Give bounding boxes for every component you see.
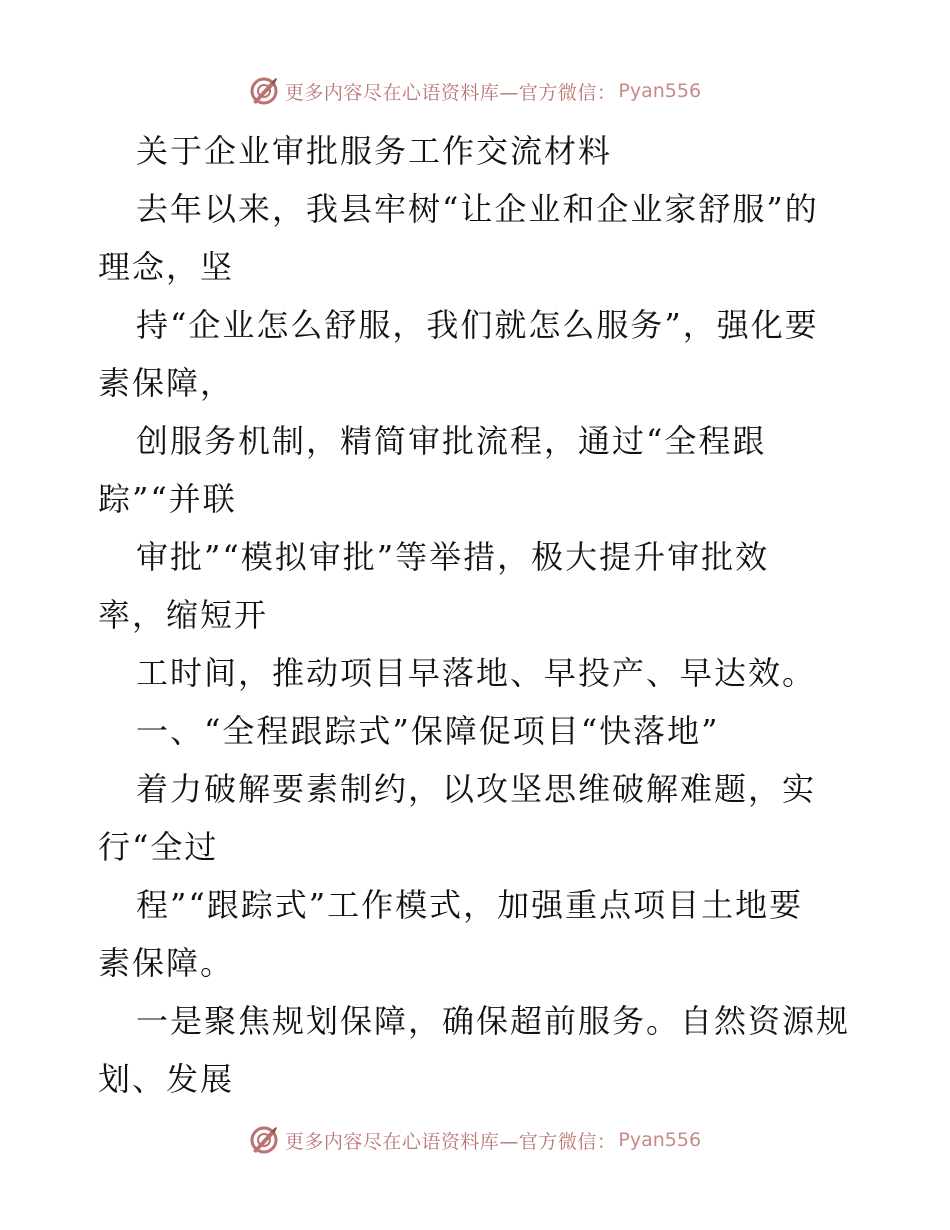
pen-logo-icon: [249, 76, 279, 106]
text-line: 持“企业怎么舒服，我们就怎么服务”，强化要: [136, 306, 819, 344]
text-line: 一、“全程跟踪式”保障促项目“快落地”: [136, 712, 720, 750]
text-line: 一是聚焦规划保障，确保超前服务。自然资源规: [136, 1002, 851, 1040]
text-line: 工时间，推动项目早落地、早投产、早达效。: [136, 654, 817, 692]
text-line: 踪”“并联: [98, 480, 237, 518]
text-line: 素保障，: [98, 364, 235, 402]
text-line: 程”“跟踪式”工作模式，加强重点项目土地要: [136, 886, 804, 924]
footer-watermark: [0, 1120, 950, 1160]
text-line: 理念，坚: [98, 248, 235, 286]
pen-logo-icon: [249, 1125, 279, 1155]
text-line: 率，缩短开: [98, 596, 269, 634]
document-body: [98, 122, 858, 1108]
text-line: 去年以来，我县牢树“让企业和企业家舒服”的: [136, 190, 819, 228]
text-line: 划、发展: [98, 1060, 235, 1098]
watermark-account: Pyan556: [618, 1129, 702, 1151]
text-line: 着力破解要素制约，以攻坚思维破解难题，实: [136, 770, 817, 808]
header-watermark: [0, 71, 950, 111]
text-line: 创服务机制，精简审批流程，通过“全程跟: [136, 422, 767, 460]
watermark-text: 更多内容尽在心语资料库—官方微信：: [284, 81, 617, 104]
text-line: 行“全过: [98, 828, 219, 866]
watermark-text: 更多内容尽在心语资料库—官方微信：: [284, 1130, 617, 1153]
text-line: 关于企业审批服务工作交流材料: [136, 132, 613, 170]
text-line: 素保障。: [98, 944, 235, 982]
text-line: 审批”“模拟审批”等举措，极大提升审批效: [136, 538, 770, 576]
watermark-account: Pyan556: [618, 80, 702, 102]
